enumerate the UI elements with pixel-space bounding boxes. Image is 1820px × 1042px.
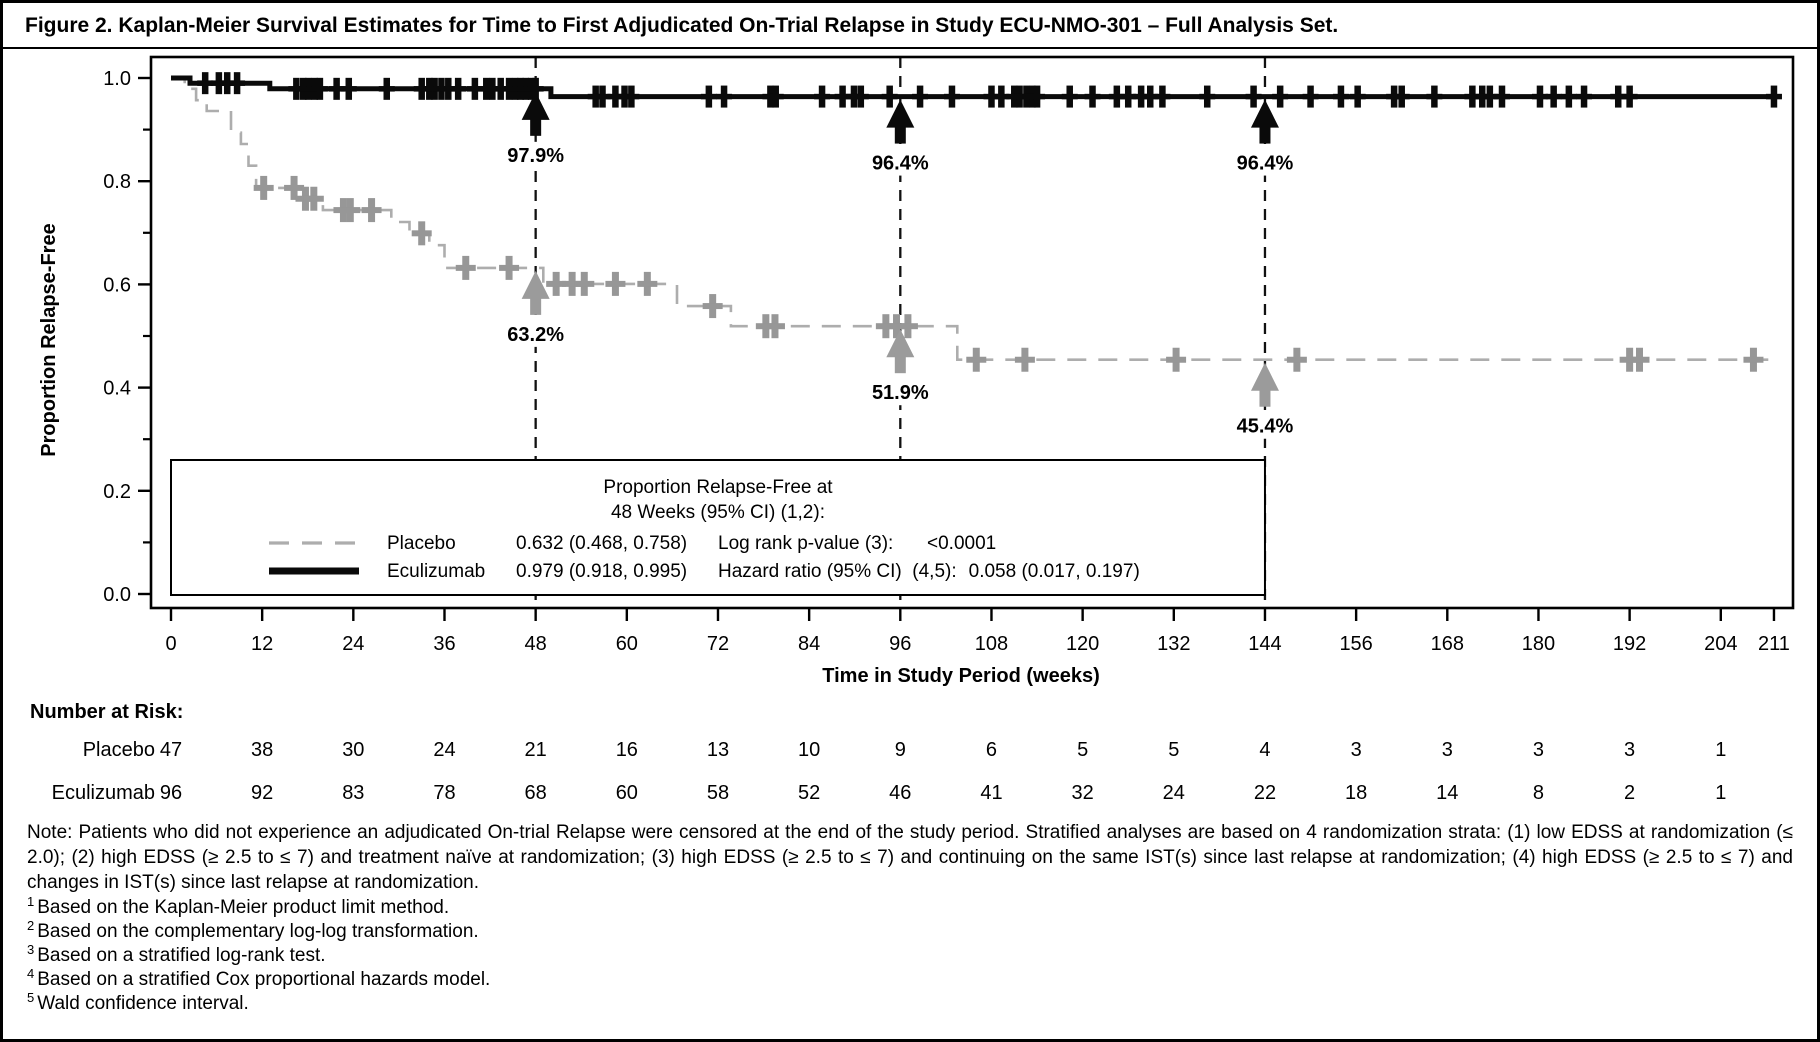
risk-count: 22 <box>1253 782 1277 804</box>
x-tick-label: 120 <box>1065 633 1100 655</box>
risk-count: 32 <box>1071 782 1094 804</box>
placebo-pct-week144-arrow <box>1251 363 1279 391</box>
risk-count: 68 <box>524 782 547 804</box>
censor-tick <box>1630 357 1650 363</box>
censor-tick <box>944 94 960 100</box>
footnote-text: Based on the Kaplan-Meier product limit method. <box>37 897 450 918</box>
x-tick-label: 108 <box>974 633 1009 655</box>
eculizumab-pct-week48-arrow <box>530 116 541 136</box>
legend-stat-label: Log rank p-value (3): <box>718 533 894 554</box>
legend-series-name: Placebo <box>387 533 456 554</box>
censor-tick <box>1561 94 1577 100</box>
legend-stat-value: 0.058 (0.017, 0.197) <box>968 561 1140 582</box>
censor-tick <box>882 94 898 100</box>
eculizumab-pct-week96-label: 96.4% <box>871 152 929 175</box>
x-tick-label: 156 <box>1339 633 1373 655</box>
risk-count: 92 <box>251 782 274 804</box>
censor-tick <box>623 94 639 100</box>
risk-count: 30 <box>342 739 365 761</box>
y-tick-label: 0.4 <box>103 377 131 400</box>
footnote-number: 3 <box>27 941 35 957</box>
footnote <box>27 917 1793 944</box>
censor-tick <box>499 265 519 271</box>
x-tick-label: 24 <box>342 633 365 655</box>
censor-tick <box>412 230 432 236</box>
legend-series-value: 0.632 (0.468, 0.758) <box>516 533 688 554</box>
risk-count: 5 <box>1077 739 1089 761</box>
censor-tick <box>1272 94 1288 100</box>
legend-series-value: 0.979 (0.918, 0.995) <box>516 561 688 582</box>
censor-tick <box>768 94 784 100</box>
censor-tick <box>703 303 723 309</box>
x-tick-label: 0 <box>165 633 177 655</box>
footnote <box>27 941 1793 968</box>
censor-tick <box>1622 94 1638 100</box>
km-survival-chart <box>3 49 1820 814</box>
censor-tick <box>898 323 918 329</box>
risk-count: 3 <box>1624 739 1636 761</box>
risk-count: 83 <box>342 782 365 804</box>
x-tick-label: 60 <box>615 633 638 655</box>
footnotes-list <box>27 893 1793 1016</box>
x-tick-label: 36 <box>433 633 456 655</box>
censor-tick <box>574 281 594 287</box>
censor-tick <box>912 94 928 100</box>
censor-tick <box>1199 94 1215 100</box>
eculizumab-curve <box>171 78 1774 97</box>
risk-count: 13 <box>706 739 730 761</box>
censor-tick <box>1085 94 1101 100</box>
risk-row-name: Placebo <box>82 739 155 761</box>
censor-tick <box>605 281 625 287</box>
censor-tick <box>229 80 245 86</box>
risk-count: 2 <box>1624 782 1636 804</box>
risk-count: 1 <box>1715 782 1727 804</box>
placebo-pct-week48-arrow <box>522 271 550 299</box>
risk-count: 24 <box>433 739 456 761</box>
x-tick-label: 180 <box>1521 633 1556 655</box>
censor-tick <box>1246 94 1262 100</box>
risk-count: 38 <box>251 739 274 761</box>
legend-box <box>171 460 1265 595</box>
censor-tick <box>528 86 544 92</box>
censor-tick <box>362 207 382 213</box>
risk-count: 1 <box>1715 739 1727 761</box>
risk-table-header: Number at Risk: <box>30 701 184 723</box>
risk-count: 46 <box>889 782 912 804</box>
notes-section <box>3 814 1817 1016</box>
x-tick-label: 204 <box>1704 633 1738 655</box>
eculizumab-pct-week48-label: 97.9% <box>507 144 565 167</box>
x-tick-label: 192 <box>1612 633 1647 655</box>
censor-tick <box>1576 94 1592 100</box>
censor-tick <box>1333 94 1349 100</box>
risk-count: 3 <box>1441 739 1453 761</box>
risk-count: 18 <box>1345 782 1368 804</box>
x-tick-label: 72 <box>706 633 730 655</box>
censor-tick <box>1029 94 1045 100</box>
censor-tick <box>1350 94 1366 100</box>
placebo-pct-week144-label: 45.4% <box>1236 415 1294 438</box>
censor-tick <box>1062 94 1078 100</box>
risk-count: 9 <box>894 739 906 761</box>
risk-count: 5 <box>1168 739 1180 761</box>
risk-count: 58 <box>706 782 730 804</box>
footnote-number: 1 <box>27 893 35 909</box>
x-tick-label: 96 <box>889 633 912 655</box>
censor-tick <box>1494 94 1510 100</box>
x-axis-title: Time in Study Period (weeks) <box>822 665 1100 687</box>
placebo-pct-week144-arrow <box>1259 387 1270 407</box>
censor-tick <box>379 86 395 92</box>
censor-tick <box>637 281 657 287</box>
placebo-pct-week96-label: 51.9% <box>871 382 929 405</box>
risk-count: 96 <box>159 782 183 804</box>
censor-tick <box>765 323 785 329</box>
censor-tick <box>1426 94 1442 100</box>
eculizumab-pct-week96-arrow <box>895 124 906 144</box>
risk-count: 52 <box>798 782 821 804</box>
risk-count: 6 <box>985 739 998 761</box>
figure-title: Figure 2. Kaplan-Meier Survival Estimates for Time to First Adjudicated On-Trial Relapse in Study ECU-NMO-301 – Full Analysis Set. <box>3 3 1817 49</box>
eculizumab-pct-week144-label: 96.4% <box>1236 152 1294 175</box>
y-tick-label: 0.0 <box>103 584 131 606</box>
eculizumab-pct-week144-arrow <box>1259 124 1270 144</box>
risk-count: 21 <box>524 739 547 761</box>
censor-tick <box>1546 94 1562 100</box>
y-tick-label: 0.8 <box>103 171 131 194</box>
x-tick-label: 211 <box>1758 633 1790 655</box>
eculizumab-series <box>171 72 1782 107</box>
legend-title-line1: Proportion Relapse-Free at <box>603 477 833 498</box>
y-tick-label: 1.0 <box>103 68 131 90</box>
footnote-number: 4 <box>27 965 35 981</box>
risk-count: 60 <box>615 782 638 804</box>
censor-tick <box>284 185 304 191</box>
footnote-number: 5 <box>27 989 35 1005</box>
y-tick-label: 0.2 <box>103 480 131 503</box>
censor-tick <box>1532 94 1548 100</box>
censor-tick <box>312 86 328 92</box>
censor-tick <box>1303 94 1319 100</box>
censor-tick <box>1394 94 1410 100</box>
footnote-text: Based on the complementary log-log transformation. <box>37 921 479 942</box>
footnote-text: Wald confidence interval. <box>37 993 249 1014</box>
censor-tick <box>1015 357 1035 363</box>
risk-count: 16 <box>615 739 638 761</box>
censor-tick <box>853 94 869 100</box>
risk-count: 41 <box>980 782 1003 804</box>
legend-series-name: Eculizumab <box>387 561 486 582</box>
risk-count: 8 <box>1532 782 1545 804</box>
risk-count: 3 <box>1350 739 1362 761</box>
censor-tick <box>450 86 466 92</box>
censor-tick <box>966 357 986 363</box>
censor-tick <box>1766 94 1782 100</box>
risk-table <box>30 701 1726 804</box>
x-tick-label: 132 <box>1157 633 1191 655</box>
x-tick-label: 168 <box>1430 633 1464 655</box>
note-text: Note: Patients who did not experience an adjudicated On-trial Relapse were censored at the end of the study period. Stratified analyses are based on 4 randomization strata: (1) low EDSS at randomization (≤ 2.0); (2) high EDSS (≥ 2.5 to ≤ 7) and treatment naïve at randomization; (3) high EDSS (≥ 2.5 to ≤ 7) and continuing on the same IST(s) since last relapse at randomization; (4) high EDSS (≥ 2.5 to ≤ 7) and changes in IST(s) since last relapse at randomization. <box>27 822 1793 893</box>
censor-tick <box>197 80 213 86</box>
placebo-curve <box>171 78 1774 360</box>
censor-tick <box>814 94 830 100</box>
legend-title-line2: 48 Weeks (95% CI) (1,2): <box>610 502 826 523</box>
placebo-pct-week48-arrow <box>530 295 541 315</box>
censor-tick <box>716 94 732 100</box>
censor-tick <box>1154 94 1170 100</box>
x-tick-label: 12 <box>251 633 274 655</box>
censor-tick <box>701 94 717 100</box>
risk-count: 4 <box>1259 739 1271 761</box>
footnote <box>27 965 1793 992</box>
legend-stat-label: Hazard ratio (95% CI) (4,5): <box>718 561 957 582</box>
placebo-series <box>171 78 1774 372</box>
risk-count: 78 <box>433 782 456 804</box>
risk-row-name: Eculizumab <box>51 782 155 804</box>
censor-tick <box>340 207 360 213</box>
censor-tick <box>456 265 476 271</box>
placebo-pct-week48-label: 63.2% <box>507 323 565 346</box>
footnote <box>27 893 1793 920</box>
footnote-text: Based on a stratified log-rank test. <box>37 945 326 966</box>
censor-tick <box>254 185 274 191</box>
risk-count: 24 <box>1162 782 1185 804</box>
censor-tick <box>1287 357 1307 363</box>
x-tick-label: 48 <box>524 633 547 655</box>
footnote-text: Based on a stratified Cox proportional hazards model. <box>37 969 491 990</box>
risk-count: 10 <box>798 739 821 761</box>
y-axis-title: Proportion Relapse-Free <box>38 223 60 457</box>
footnote <box>27 989 1793 1016</box>
censor-tick <box>1166 357 1186 363</box>
placebo-pct-week96-arrow <box>895 353 906 373</box>
legend-stat-value: <0.0001 <box>927 533 997 554</box>
censor-tick <box>1743 357 1763 363</box>
x-tick-label: 144 <box>1248 633 1282 655</box>
risk-count: 14 <box>1436 782 1459 804</box>
footnote-number: 2 <box>27 917 35 933</box>
risk-count: 47 <box>159 739 183 761</box>
risk-count: 3 <box>1532 739 1545 761</box>
censor-tick <box>341 86 357 92</box>
x-tick-label: 84 <box>798 633 821 655</box>
y-tick-label: 0.6 <box>103 274 131 297</box>
censor-tick <box>304 196 324 202</box>
